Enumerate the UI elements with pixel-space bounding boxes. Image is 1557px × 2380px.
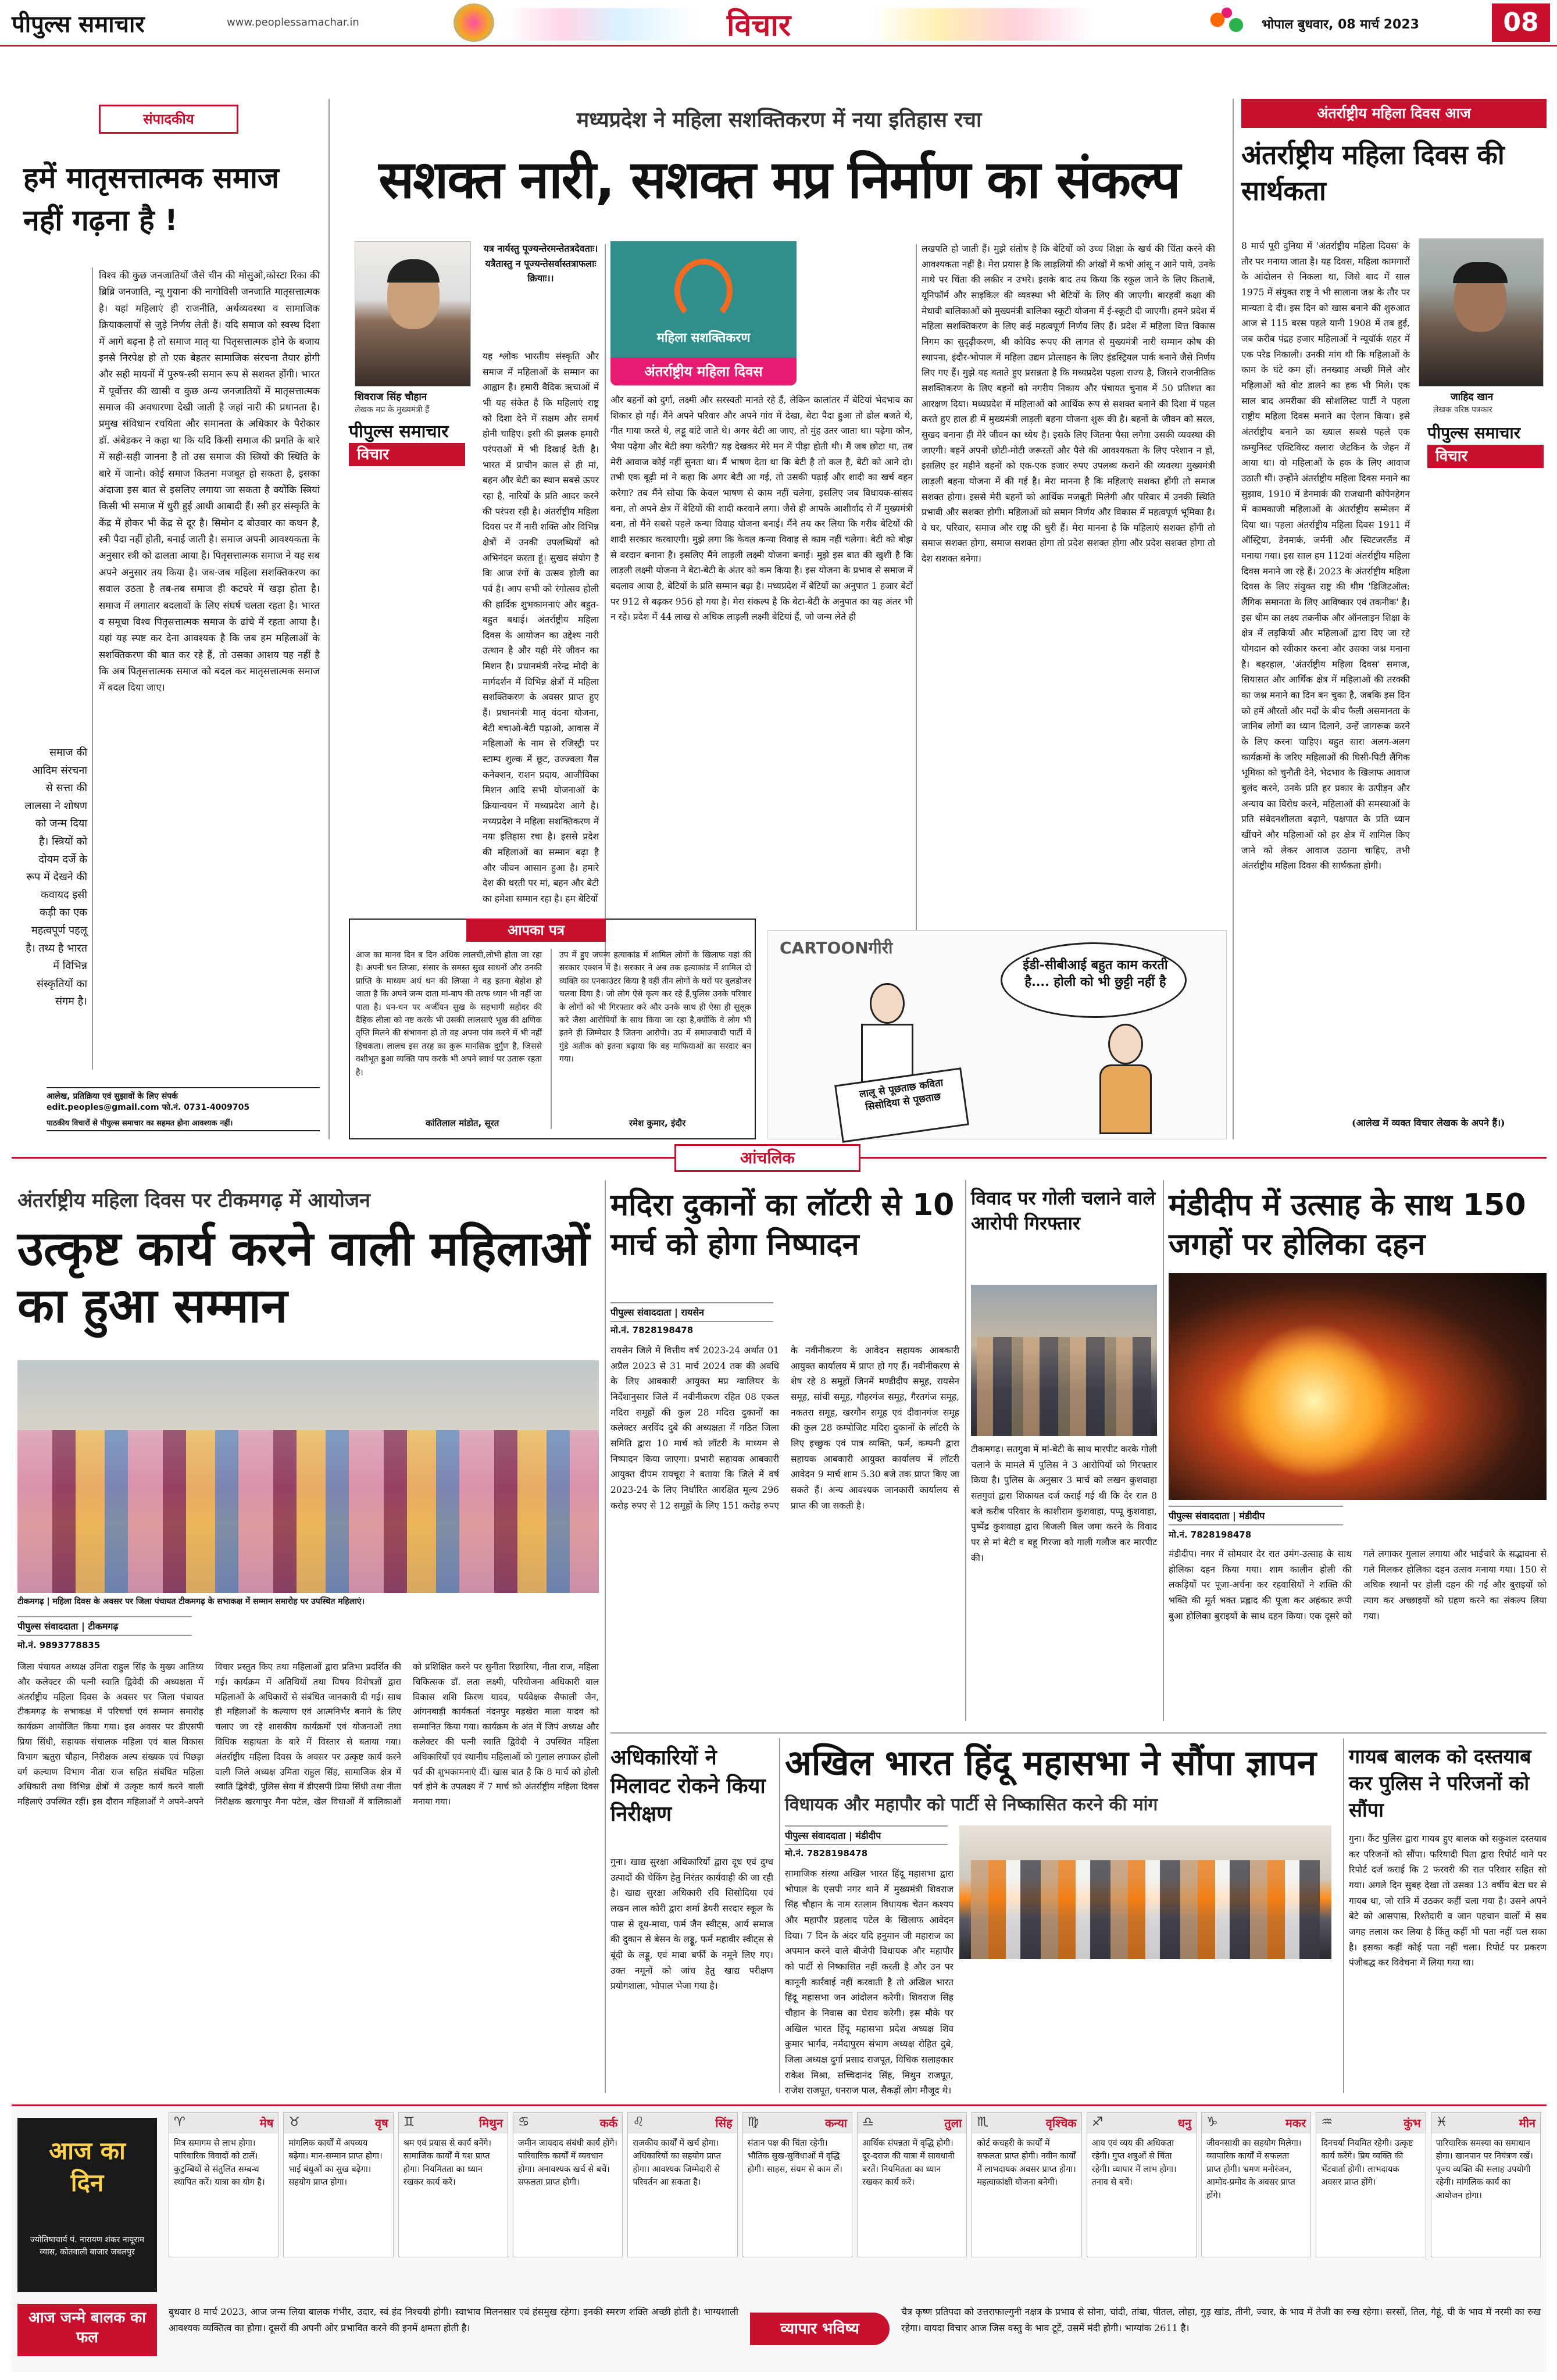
zodiac-taurus-text: मांगलिक कार्यों में अपव्यय बढ़ेगा। मान-सम्मान प्राप्त होगा। भाई बंधुओं का सुख बढ़ेगा। सहयोग प्राप्त होगा। [288, 2139, 383, 2188]
tikamgarh-photo-caption: टीकमगढ़ | महिला दिवस के अवसर पर जिला पंचायत टीकमगढ़ के सभाकक्ष में सम्मान समारोह पर उपस्थित महिलाएं। [17, 1597, 365, 1606]
zodiac-pisces [1431, 2112, 1541, 2257]
zodiac-sagittarius [1087, 2112, 1197, 2257]
zodiac-capricorn [1201, 2112, 1311, 2257]
editorial-note: पाठकीय विचारों से पीपुल्स समाचार का सहमत होना आवश्यक नहीं। [47, 1117, 320, 1131]
holika-flames [1238, 1320, 1390, 1482]
zodiac-aries-text: मित्र समागम से लाभ होगा। पारिवारिक विवादों को टालें। कुटुम्बियों से संतुलित सम्बन्ध स्थापित करें। यात्रा का योग है। [174, 2139, 265, 2188]
column-divider-lead-1 [605, 244, 606, 965]
zodiac-scorpio-name: वृश्चिक [1045, 2116, 1077, 2130]
arrest-photo-group [977, 1337, 1151, 1436]
zodiac-scorpio-text: कोर्ट कचहरी के कार्यों में सफलता प्राप्त होगी। नवीन कार्यों में लाभदायक अवसर प्राप्त होगा। महत्वाकांक्षी योजना बनेगी। [977, 2139, 1076, 2188]
zodiac-cancer-text: जमीन जायदाद संबंधी कार्य होंगे। पारिवारिक कार्यों में व्यवधान होगा। अनावश्यक खर्च से बचें। सफलता प्राप्त होगी। [517, 2139, 617, 2188]
page-number: 08 [1492, 3, 1550, 42]
column-divider-7 [1343, 1738, 1344, 2093]
zodiac-virgo [742, 2112, 852, 2257]
scorpio-icon: ♏ [977, 2115, 989, 2129]
mahasabha-kicker: विधायक और महापौर को पार्टी से निष्कासित करने की मांग [785, 1795, 1158, 1815]
editorial-tag: संपादकीय [99, 105, 238, 134]
holika-headline: मंडीदीप में उत्साह के साथ 150 जगहों पर होलिका दहन [1169, 1188, 1526, 1262]
zodiac-pisces-name: मीन [1519, 2116, 1535, 2130]
intl-body-top: 8 मार्च पूरी दुनिया में 'अंतर्राष्ट्रीय महिला दिवस' के तौर पर मनाया जाता है। यह दिवस, महिला कामगारों के आंदोलन से निकला था, जिसे बाद में साल 1975 में संयुक्त राष्ट्र ने भी सालाना जश्न के तौर पर मान्यता दे दी। इस दिन को खास बनाने की शुरुआत आज से 115 बरस पहले यानी 1908 में तब हुई, जब करीब पंद्रह हजार महिलाओं ने न्यूयॉर्क शहर में एक परेड निकाली। उनकी मांग थी कि महिलाओं के काम के घंटे कम हों। तनख्वाह अच्छी मिले और महिलाओं को वोट डालने का हक भी मिले। एक साल बाद अमरीका की सोशलिस्ट पार्टी ने पहला राष्ट्रीय महिला दिवस मनाने का ऐलान किया। इसे अंतर्राष्ट्रीय बनाने का ख्याल सबसे पहले एक कम्युनिस्ट एक्टिविस्ट क्लारा जेटकिन के जेहन में आया था। वो महिलाओं के हक के लिए आवाज उठाती थीं। उन्होंने अंतर्राष्ट्रीय महिला दिवस मनाने का सुझाव, 1910 में डेनमार्क की राजधानी कोपेनहेगन में कामकाजी महिलाओं के अंतर्राष्ट्रीय सम्मेलन में दिया था। पहला अंतर्राष्ट्रीय महिला दिवस 1911 में ऑस्ट्रिया, डेनमार्क, जर्मनी और स्विटजरलैंड में मनाया गया। इस साल हम 112वां अंतर्राष्ट्रीय महिला दिवस मनाने जा रहे हैं। 2023 के अंतर्राष्ट्रीय महिला दिवस के लिए संयुक्त राष्ट्र की थीम 'डिजिटऑल: लैंगिक समानता के लिए आविष्कार एवं तकनीक' है। इस थीम का लक्ष्य तकनीक और ऑनलाइन शिक्षा के क्षेत्र में लड़कियों और महिलाओं द्वारा दिए जा रहे योगदान को स्वीकार करना और उसका जश्न मनाना है। बहरहाल, 'अंतर्राष्ट्रीय महिला दिवस' समाज, सियासत और आर्थिक क्षेत्र में महिलाओं की तरक्की का जश्न मनाने का दिन बन चुका है, जबकि इस दिन को हमें औरतों और मर्दों के बीच फैली असमानता के जानिब लोगों का ध्यान दिलाने, उन्हें जागरूक करने के लिए करना चाहिए। बहुत सारा अलग-अलग कार्यक्रमों के जरिए महिलाओं की घिसी-पिटी लैंगिक भूमिका को चुनौती देने, भेदभाव के खिलाफ आवाज बुलंद करने, उनके प्रति हर प्रकार के उत्पीड़न और अन्याय का विरोध करने, महिलाओं की समस्याओं के प्रति संवेदनशीलता बढ़ाने, पक्षपात के प्रति ध्यान खींचने और महिलाओं को हर क्षेत्र में शामिल किए जाने को लेकर आवाज उठाना चाहिए, तभी अंतर्राष्ट्रीय महिला दिवस की सार्थकता होगी। [1241, 241, 1410, 871]
mahasabha-body: सामाजिक संस्था अखिल भारत हिंदू महासभा द्वारा भोपाल के एसपी नगर थाने में मुख्यमंत्री शिवराज सिंह चौहान के नाम रतलाम विधायक चेतन कश्यप और महापौर प्रहलाद पटेल के खिलाफ आवेदन दिया। 7 दिन के अंदर यदि हनुमान जी महाराज का अपमान करने वाले बीजेपी विधायक और महापौर को पार्टी से निष्कासित नहीं करती है और उन पर कानूनी कार्रवाई नहीं करवाती है तो अखिल भारत हिंदू महासभा जन आंदोलन करेगी। शिवराज सिंह चौहान के निवास का घेराव करेगी। इस मौके पर अखिल भारत हिंदू महासभा प्रदेश अध्यक्ष शिव कुमार भार्गव, नर्मदापुरम संभाग अध्यक्ष रोहित दुबे, जिला अध्यक्ष दुर्गा प्रसाद राजपूत, विधिक सलाहकार राकेश मिश्रा, सच्चिदानंद सिंह, मिथुन राजपूत, राजेश राजपूत, धनराज पाल, सैकड़ों लोग मौजूद थे। [785, 1868, 954, 2096]
taurus-icon: ♉ [288, 2115, 301, 2129]
column-divider-2 [1233, 99, 1234, 1139]
arrest-story [971, 1186, 1157, 1727]
zodiac-virgo-name: कन्या [824, 2116, 847, 2130]
zodiac-taurus [283, 2112, 393, 2257]
zodiac-sagittarius-text: आय एवं व्यय की अधिकता रहेगी। गुप्त शत्रुओं से चिंता रहेगी। व्यापार में लाभ होगा। तनाव से बचें। [1091, 2139, 1177, 2188]
mahasabha-story [785, 1743, 1337, 2096]
masthead-logo[interactable]: पीपुल्स समाचार [12, 11, 145, 38]
zodiac-libra-text: आर्थिक संपन्नता में वृद्धि होगी। दूर-दराज की यात्रा में सावधानी बरतें। नियमितता का ध्यान रखकर कार्य करें। [862, 2139, 955, 2188]
intl-brand: पीपुल्स समाचार [1427, 423, 1521, 442]
tikamgarh-headline: उत्कृष्ट कार्य करने वाली महिलाओं का हुआ सम्मान [17, 1221, 590, 1334]
letter-right-author: रमेश कुमार, इंदौर [629, 1118, 686, 1128]
zodiac-gemini [398, 2112, 508, 2257]
intl-author-photo [1419, 238, 1544, 387]
editorial-divider [92, 267, 93, 1070]
gemini-icon: ♊ [403, 2115, 415, 2129]
mahasabha-photo-group [971, 1860, 1320, 1959]
tikamgarh-mobile: मो.नं. 9893778835 [17, 1640, 101, 1650]
aries-icon: ♈ [174, 2115, 185, 2129]
empowerment-logo [610, 241, 797, 358]
regional-section-label: आंचलिक [674, 1144, 860, 1172]
cartoon-bubble-text: ईडी-सीबीआई बहुत काम करती है.... होली को भी छुट्टी नहीं है [1023, 957, 1168, 989]
holika-mobile: मो.नं. 7828198478 [1169, 1530, 1252, 1540]
cartoon-officer-figure [1094, 1024, 1158, 1134]
liquor-byline: पीपुल्स संवाददाता | रायसेन [610, 1302, 773, 1322]
column-divider-1 [328, 99, 330, 1139]
holika-byline: पीपुल्स संवाददाता | मंडीदीप [1169, 1506, 1343, 1525]
color-pots-decoration [1204, 6, 1250, 41]
letters-header: आपका पत्र [466, 919, 606, 942]
pisces-icon: ♓ [1435, 2115, 1448, 2129]
holika-photo [1169, 1273, 1547, 1500]
letter-left: आज का मानव दिन ब दिन अधिक लालची,लोभी होता जा रहा है। अपनी धन लिप्सा, संसार के समस्त सुख साधनों और उनकी प्राप्ति के माध्यम अर्थ धन की लिप्सा ने वह इतना बेहोश हो जाता है कि अपने जन्म दाता मां-बाप की तरफ ध्यान भी नहीं जा पाता है। धन-धन पर अर्जीयन सुख के सहभागी सहोदर की दैहिक लीला को नष्ट करके भी उसकी लालसाएं भूख की क्षणिक तृप्ति मिलने की संभावना हो तो वह अपना पांव करने में भी नहीं हिचकता। लालच इस तरह का कुरू मानसिक दुर्गुण है, जिससे वशीभूत हुआ व्यक्ति पाप करके भी अपने स्वार्थ पर उतारू रहता है। [356, 950, 542, 1077]
lead-headline: सशक्त नारी, सशक्त मप्र निर्माण का संकल्प [378, 149, 1180, 210]
holika-body: मंडीदीप। नगर में सोमवार देर रात उमंग-उत्साह के साथ होलिका दहन किया गया। शाम कालीन होली की लकड़ियों पर पूजा-अर्चना कर रहवासियों ने शक्ति की भक्ति की मूर्त भक्त प्रह्लाद की पूजा कर अहंकार रूपी बुआ होलिका बुराइयों के साथ दहन किया। एक दूसरे को गले लगाकर गुलाल लगाया और भाईचारे के सद्भावना से गले मिलकर होलिका दहन उत्सव मनाया गया। 150 से अधिक स्थानों पर होली दहन की गई और बुराइयों को त्याग कर अच्छाइयों को ग्रहण करने का संकल्प लिया गया। [1169, 1549, 1547, 1621]
zodiac-leo-text: राजकीय कार्यों में खर्च होगा। अधिकारियों का सहयोग प्राप्त होगा। आवश्यक जिम्मेदारी से परिवर्तन आ सकता है। [633, 2139, 722, 2188]
masthead [0, 0, 1557, 47]
horoscope-title: आज का दिन [49, 2136, 126, 2197]
adulteration-body: गुना। खाद्य सुरक्षा अधिकारियों द्वारा दूध एवं दुग्ध उत्पादों की चेकिंग हेतु निरंतर कार्यवाही की जा रही है। खाद्य सुरक्षा अधिकारी रवि सिसोदिया एवं लखन लाल कोरी द्वारा शर्मा डेयरी सरदार स्कूल के पास से दूध-मावा, फर्म जैन स्वीट्स, आर्य समाज की दुकान से बेसन के लड्डू, फर्म महावीर स्वीट्स से बूंदी के लड्डू, एवं मावा बर्फी के नमूने लिए गए। उक्त नमूनों को जांच हेतु खाद्य परीक्षण प्रयोगशाला, भोपाल भेजा गया है। [610, 1857, 773, 1992]
editorial-pullquote: समाज की आदिम संरचना से सत्ता की लालसा ने शोषण को जन्म दिया है। स्त्रियों को दोयम दर्जे के रूप में देखने की कवायद इसी कड़ी का एक महत्वपूर्ण पहलू है। तथ्य है भारत में विभिन्न संस्कृतियों का संगम है। [24, 746, 87, 1008]
mahasabha-mobile: मो.नं. 7828198478 [785, 1848, 868, 1859]
holi-splash-right [872, 8, 1093, 41]
liquor-headline: मदिरा दुकानों का लॉटरी से 10 मार्च को होगा निष्पादन [610, 1188, 955, 1262]
intl-day-article [1241, 99, 1547, 1139]
lead-article [337, 99, 1221, 965]
letter-right: उप में हुए जघन्य हत्याकांड में शामिल लोगों के खिलाफ यहां की सरकार एक्शन में है। सरकार ने अब तक हत्याकांड में शामिल दो व्यक्ति का एनकाउंटर किया है वहीं तीन लोगों के घरों पर बुलडोजर चलवा दिया है। जो लोग ऐसे कृत्य कर रहे हैं,पुलिस उनके परिवार के लोगों को भी गिरफ्तार करे और उनके साथ ही ऐसा ही सुलूक करे जैसा आरोपियों के साथ किया जा रहा है,क्योंकि वे लोग भी इतने ही जिम्मेदार है जितना आरोपी। उप्र में समाजवादी पार्टी में गुंडे अतीक को इतना बढ़ाया कि वह माफियाओं का सरदार बन गया। [559, 950, 751, 1064]
tikamgarh-story [17, 1186, 599, 2093]
zodiac-aquarius [1316, 2112, 1426, 2257]
sagittarius-icon: ♐ [1091, 2115, 1104, 2129]
intl-day-tag: अंतर्राष्ट्रीय महिला दिवस आज [1241, 99, 1547, 128]
mahasabha-headline: अखिल भारत हिंदू महासभा ने सौंपा ज्ञापन [785, 1743, 1317, 1784]
tikamgarh-kicker: अंतर्राष्ट्रीय महिला दिवस पर टीकमगढ़ में आयोजन [17, 1189, 370, 1212]
holika-story [1169, 1186, 1547, 1727]
cartoon-box [767, 930, 1227, 1139]
market-text: चैत्र कृष्ण प्रतिपदा को उत्तराफाल्गुनी नक्षत्र के प्रभाव से सोना, चांदी, तांबा, पीतल, लोहा, गुड़ खांड, तीनी, ज्वार, के भाव में तेजी का रुख रहेगा। सरसों, तिल, गेहूं, घी के भाव में नरमी का रुख रहेगा। वायदा विचार आज जिस वस्तु के भाव टूटें, उसमें मंदी होगी। भाग्यांक 2611 है। [901, 2306, 1541, 2333]
holi-decoration [453, 3, 494, 42]
intl-womens-day-ribbon: अंतर्राष्ट्रीय महिला दिवस [610, 358, 797, 385]
column-divider-6 [779, 1738, 780, 2093]
empowerment-logo-text: महिला सशक्तिकरण [656, 331, 751, 345]
zodiac-aquarius-text: दिनचर्या नियमित रहेगी। उत्कृष्ट कार्य करेंगे। प्रिय व्यक्ति की भेंटवार्ता होगी। लाभदायक अवसर प्राप्त होंगे। [1321, 2139, 1413, 2188]
missing-child-story [1349, 1744, 1547, 2093]
column-divider-3 [605, 1180, 606, 2093]
zodiac-scorpio [972, 2112, 1081, 2257]
zodiac-leo [627, 2112, 737, 2257]
lead-column-3: लखपति हो जाती हैं। मुझे संतोष है कि बेटियों को उच्च शिक्षा के खर्च की चिंता करने की आवश्यकता नहीं है। मेरा प्रयास है कि लाड़लियों की आंखों में कभी आंसू न आने पाये, उनके माथे पर चिंता की लकीर न उभरे। इसके बाद तय किया कि स्कूल जाने के लिए किताबें, यूनिफॉर्म और साइकिल की व्यवस्था भी बेटियों के लिए की जाएगी। बारहवीं कक्षा की मेधावी बालिकाओं को मुख्यमंत्री बालिका स्कूटी योजना में ई-स्कूटी दी जाएगी। हमने प्रदेश में महिला सशक्तिकरण के लिए कई महत्वपूर्ण निर्णय लिए हैं। प्रदेश में महिला वित्त विकास निगम का सुदृढ़ीकरण, श्री कोविड रूपए की लागत से मुख्यमंत्री नारी सम्मान कोष की स्थापना, इंदौर-भोपाल में महिला उद्यम प्रोत्साहन के लिए इंडस्ट्रियल पार्क बनाने जैसे निर्णय लिए गए हैं। मुझे यह बताते हुए प्रसन्नता है कि मध्यप्रदेश पहला राज्य है, जिसने राजनीतिक सशक्तिकरण के लिए बहनों को नगरीय निकाय और पंचायत चुनाव में 50 प्रतिशत का आरक्षण दिया। मध्यप्रदेश में महिलाओं को आर्थिक रूप से सशक्त बनाने की दिशा में पहल करते हुए हाल ही में मुख्यमंत्री लाड़ली बहना योजना शुरू की है। बहनों के जीवन को सरल, सुखद बनाना ही मेरे जीवन का ध्येय है। इसके लिए जितना पैसा लगेगा उसकी व्यवस्था की जाएगी। बहनें अपनी छोटी-मोटी जरूरतों और पैसे की आवश्यकता के लिए परेशान न हों, इसलिए हर महीने बहनों को एक-एक हजार रुपए उपलब्ध कराने की व्यवस्था मुख्यमंत्री लाड़ली बहना योजना में की गई है। मेरा मानना है कि महिलाएं सशक्त होंगी तो समाज सशक्त होगा। इससे मेरी बहनों को आर्थिक मजबूती मिलेगी और परिवार में उनकी स्थिति प्रभावी और सशक्त होगी। महिलाओं को समान निर्णय और विकास में महत्वपूर्ण भूमिका है। वे घर, परिवार, समाज और राष्ट्र की धुरी हैं। मेरा मानना है कि महिलाएं सशक्त होंगी तो समाज सशक्त होगा, समाज सशक्त होगा तो प्रदेश सशक्त होगा और प्रदेश सशक्त होगा तो देश सशक्त बनेगा। [922, 244, 1215, 564]
issue-date: भोपाल बुधवार, 08 मार्च 2023 [1262, 17, 1419, 32]
holi-splash-left [506, 8, 698, 41]
mahasabha-byline: पीपुल्स संवाददाता | मंडीदीप [785, 1825, 948, 1845]
missing-body: गुना। कैंट पुलिस द्वारा गायब हुए बालक को सकुशल दस्तयाब कर परिजनों को सौंपा। फरियादी पिता द्वारा रिपोर्ट थाने पर रिपोर्ट दर्ज कराई कि 2 फरवरी की रात परिवार सहित सो गया। अगले दिन सुबह देखा तो उसका 13 वर्षीय बेटा घर से गायब था, जो रात्रि में उठकर कहीं चला गया है। उसने अपने बेटे को आसपास, रिश्तेदारी व जान पहचान वालों में सब जगह तलाश कर लिया है किंतु कहीं भी पता नहीं चल सका है। इसका कहीं कोई पता नहीं चला। रिपोर्ट पर प्रकरण पंजीबद्ध कर विवेचना में लिया गया था। [1349, 1834, 1547, 1968]
editorial-column [23, 105, 320, 1139]
editorial-body: विश्व की कुछ जनजातियों जैसे चीन की मोसुओ,कोस्टा रिका की ब्रिब्रि जनजाति, न्यू गुयाना की नागोविसी जनजाति मातृसत्तात्मक है। यहां महिलाएं ही राजनीति, अर्थव्यवस्था व सामाजिक क्रियाकलापों से जुड़े निर्णय लेती हैं। यदि समाज को स्वस्थ दिशा में आगे बढ़ना है तो समाज मातृ या पितृसत्तात्मक होने के बजाय इनसे निरपेक्ष हो तो एक बेहतर सामाजिक संरचना तैयार होगी और सही मायनों में पुरुष-स्त्री समान रूप से सशक्त होंगी। भारत में पूर्वोत्तर की खासी व कुछ अन्य जनजातियों में मातृसत्तात्मक समाज की अवधारणा देखी जाती है जहां नारी की प्रधानता है। प्रमुख संविधान रचयिता और समानता के अधिकार के पैरोकार डॉ. अंबेडकर ने कहा था कि यदि किसी समाज की प्रगति के बारे में सही-सही जानना है तो उस समाज की स्त्रियों की स्थिति के बारे में जानो। कोई समाज कितना मजबूत हो सकता है, इसका अंदाजा इस बात से इसलिए लगाया जा सकता है क्योंकि स्त्रियां किसी भी समाज में धुरी हुई आधी आबादी हैं। स्त्री हर संस्कृति के केंद्र में होकर भी केंद्र से दूर है। सिमोन द बोउवार का कथन है, स्त्री पैदा नहीं होती, बनाई जाती है। समाज अपनी आवश्यकता के अनुसार स्त्री को ढालता आया है। पितृसत्तात्मक समाज ने यह सब अपने अनुसार तय किया है। जब-जब महिला सशक्तिकरण का सवाल उठता है तब-तब समाज ही कटघरे में खड़ा होता है। समाज में लगातार बदलावों के लिए संघर्ष चलता रहता है। भारत व समूचा विश्व पितृसत्तात्मक समाज के ढांचे में रहता आया है। यहां यह स्पष्ट कर देना आवश्यक है कि जब हम महिलाओं के सशक्तिकरण की बात कर रहे हैं, तो उसका आशय यह नहीं है कि अब पितृसत्तात्मक समाज को बदल कर मातृसत्तात्मक समाज में बदल दिया जाए। [99, 270, 320, 694]
cartoon-sign-text: लालू से पूछताछ कविता सिसोदिया से पूछताछ [858, 1077, 944, 1113]
zodiac-libra-name: तुला [944, 2116, 962, 2130]
zodiac-sagittarius-name: धनु [1177, 2116, 1191, 2130]
liquor-mobile: मो.नं. 7828198478 [610, 1325, 694, 1335]
zodiac-aries [169, 2112, 278, 2257]
libra-icon: ♎ [862, 2115, 874, 2129]
editorial-headline: हमें मातृसत्तात्मक समाज नहीं गढ़ना है ! [23, 161, 280, 237]
market-label: व्यापार भविष्य [750, 2313, 890, 2345]
masthead-website[interactable]: www.peoplessamachar.in [227, 16, 359, 28]
intl-day-headline: अंतर्राष्ट्रीय महिला दिवस की सार्थकता [1241, 139, 1505, 207]
virgo-icon: ♍ [747, 2115, 759, 2129]
column-divider-lead-2 [916, 244, 917, 965]
lead-brand: पीपुल्स समाचार [349, 421, 449, 442]
horoscope-title-box [17, 2118, 157, 2292]
lead-brand-tag: विचार [349, 443, 465, 466]
aquarius-icon: ♒ [1321, 2115, 1333, 2129]
lead-column-2: और बहनों को दुर्गा, लक्ष्मी और सरस्वती मानते रहे हैं, लेकिन कालांतर में बेटियां भेदभाव का शिकार हो गईं। मैंने अपने परिवार और अपने गांव में देखा, बेटा पैदा हुआ तो ढोल बजते थे, गीत गाया करते थे, लड्डू बांटे जाते थे। अगर बेटी आ जाए, तो मुंह उतर जाता था। पढ़ेगा कौन, भैया पढ़ेगा और बेटी क्या करेगी? यह देखकर मेरे मन में पीड़ा होती थी। मैं जब छोटा था, तब मेरी आवाज कोई नहीं सुनता था। मैं भाषण देता था कि बेटी है तो कल है, बेटी को आने दो। तभी एक बूढ़ी मां ने कहा कि अगर बेटी आ गई, तो उसकी पढ़ाई और शादी का खर्च वहन करेगा? तब मैंने सोचा कि केवल भाषण से काम नहीं चलेगा, इसलिए जब विधायक-सांसद बना, तो अपने क्षेत्र में बेटियों की शादी करवाने लगा। जैसे ही आपके आशीर्वाद से मैं मुख्यमंत्री बना, तो मैंने सबसे पहले कन्या विवाह योजना बनाई। मैंने तय कर लिया कि गरीब बेटियों की शादी सरकार करवाएगी। मुझे लगा कि केवल कन्या विवाह से काम नहीं चलेगा। बेटी को बोझ से वरदान बनाना है। इसलिए मैंने लाड़ली लक्ष्मी योजना बनाई। मुझे इस बात की खुशी है कि लाड़ली लक्ष्मी योजना ने बेटा-बेटी के अंतर को कम किया है। इस योजना के प्रभाव से समाज में बदलाव आया है, बेटियों के प्रति सम्मान बढ़ा है। मध्यप्रदेश में बेटियों का अनुपात 1 हजार बेटों पर 912 से बढ़कर 956 हो गया है। मेरा संकल्प है कि बेटा-बेटी के अनुपात का यह अंतर भी न रहे। प्रदेश में 44 लाख से अधिक लाड़ली लक्ष्मी बेटियां हैं, जो जन्म लेते ही [610, 395, 913, 623]
cartoon-suspect-figure [849, 983, 925, 1088]
cartoon-speech-bubble [1001, 942, 1187, 1018]
cartoon-suspect-head [870, 983, 905, 1024]
author-photo [355, 241, 471, 387]
tikamgarh-body: जिला पंचायत अध्यक्ष उमिता राहुल सिंह के मुख्य आतिथ्य और कलेक्टर की पत्नी स्वाति द्विवेदी की अध्यक्षता में अंतर्राष्ट्रीय महिला दिवस के अवसर पर जिला पंचायत टीकमगढ़ के सभाकक्ष में परिचर्चा एवं सम्मान समारोह कार्यक्रम आयोजित किया गया। इस अवसर पर डीएसपी प्रिया सिंधी, सहायक संचालक महिला एवं बाल विकास विभाग ऋतुरा चौहान, निरीक्षक अल्प संख्यक एवं पिछड़ा वर्ग कल्याण विभाग नीता राज सहित संबंधित महिला अधिकारी तथा विभिन्न क्षेत्रों में उत्कृष्ट कार्य करने वाली महिलाएं उपस्थित रहीं। इस दौरान महिलाओं ने अपने-अपने विचार प्रस्तुत किए तथा महिलाओं द्वारा प्रतिभा प्रदर्शित की गई। कार्यक्रम में अतिथियों तथा विषय विशेषज्ञों द्वारा महिलाओं के अधिकारों से संबंधित जानकारी दी गई। साथ ही महिलाओं के कल्याण एवं आत्मनिर्भर बनाने के लिए चलाए जा रहे शासकीय कार्यक्रमों एवं योजनाओं तथा विधिक सहायता के बारे में विस्तार से बताया गया। अंतर्राष्ट्रीय महिला दिवस के अवसर पर उत्कृष्ट कार्य करने वाली जिले अध्यक्ष उमिता राहुल सिंह, सामाजिक क्षेत्र में स्वाति द्विवेदी, पुलिस सेवा में डीएसपी प्रिया सिंधी तथा नीता निरीक्षक खरगापुर मैना पटेल, खेल विधाओं में बालिकाओं को प्रशिक्षित करने पर सुनीता रिछारिया, नीता राज, महिला चिकित्सक डॉ. लता लक्ष्मी, परियोजना अधिकारी बाल विकास शशि किरण यादव, पर्यवेक्षक सैफाली जैन, आंगनबाड़ी कार्यकर्ता नंदनपुर मड़खेरा माला यादव को सम्मानित किया गया। कार्यक्रम के अंत में जिपं अध्यक्ष और कलेक्टर की पत्नी स्वाति द्विवेदी ने उपस्थित महिला अधिकारियों एवं स्थानीय महिलाओं को गुलाल लगाकर होली पर्व की शुभकामनाएं दीं। खास बात है कि 8 मार्च को होली पर्व होने के उपलक्ष्य में 7 मार्च को अंतर्राष्ट्रीय महिला दिवस मनाया गया। [17, 1661, 599, 1807]
arrest-photo [971, 1285, 1157, 1436]
editorial-contact-label: आलेख, प्रतिक्रिया एवं सुझावों के लिए संपर्क [47, 1087, 320, 1102]
liquor-lottery-story [610, 1186, 959, 1727]
tikamgarh-byline: पीपुल्स संवाददाता | टीकमगढ़ [17, 1616, 192, 1636]
lead-author-name: शिवराज सिंह चौहान [355, 391, 427, 403]
arrest-headline: विवाद पर गोली चलाने वाले आरोपी गिरफ्तार [971, 1187, 1156, 1235]
cancer-icon: ♋ [517, 2115, 530, 2129]
section-title: विचार [727, 8, 791, 43]
photo-women-group [17, 1430, 599, 1593]
intl-author-photo-hair [1453, 262, 1508, 283]
intl-credit: (आलेख में व्यक्त विचार लेखक के अपने हैं।) [1352, 1117, 1505, 1128]
horoscope-strip [12, 2104, 1547, 2372]
zodiac-gemini-name: मिथुन [478, 2116, 503, 2130]
lead-kicker: मध्यप्रदेश ने महिला सशक्तिकरण में नया इतिहास रचा [576, 108, 982, 132]
leo-icon: ♌ [633, 2115, 645, 2129]
capricorn-icon: ♑ [1206, 2115, 1218, 2129]
mahasabha-body-continued [959, 1965, 1331, 2087]
zodiac-libra [857, 2112, 967, 2257]
intl-author-role: लेखक वरिष्ठ पत्रकार [1433, 405, 1492, 414]
cartoon-title: CARTOONगीरी [780, 938, 893, 957]
zodiac-leo-name: सिंह [715, 2116, 733, 2130]
zodiac-aries-name: मेष [259, 2116, 274, 2130]
cartoon-officer-head [1108, 1024, 1143, 1064]
zodiac-cancer-name: कर्क [599, 2116, 618, 2130]
adulteration-headline: अधिकारियों ने मिलावट रोकने किया निरीक्षण [610, 1746, 766, 1827]
liquor-body: रायसेन जिले में वित्तीय वर्ष 2023-24 अर्थात 01 अप्रैल 2023 से 31 मार्च 2024 तक की अवधि के लिए आबकारी आयुक्त मप्र ग्वालियर के निर्देशानुसार जिले में नवीनीकरण रहित 08 एकल मदिरा समूहों की कुल 28 मदिरा दुकानों का कलेक्टर अरविंद दुबे की अध्यक्षता में गठित जिला समिति द्वारा 10 मार्च को लॉटरी के माध्यम से निष्पादन किया जाएगा। प्रभारी सहायक आबकारी आयुक्त दीपम रायचूरा ने बताया कि जिले में वर्ष 2023-24 के लिए निर्धारित आरक्षित मूल्य 296 करोड़ रुपए से 12 समूहों के लिए 151 करोड़ रुपए के नवीनीकरण के आवेदन सहायक आबकारी आयुक्त कार्यालय में प्राप्त हो गए हैं। नवीनीकरण से शेष रहे 8 समूहों जिनमें मण्डीदीप समूह, रायसेन समूह, सांची समूह, गौहरगंज समूह, गैरतगंज समूह, नकतरा समूह, खरगौन समूह एवं दीवानगंज समूह की कुल 28 कम्पोजिट मदिरा दुकानों के लॉटरी के लिए इच्छुक एवं पात्र व्यक्ति, फर्म, कम्पनी द्वारा सहायक आबकारी आयुक्त कार्यालय में लॉटरी आवेदन 9 मार्च शाम 5.30 बजे तक प्राप्त किए जा सकते हैं। अन्य आवश्यक जानकारी कार्यालय से प्राप्त की जा सकती है। [610, 1345, 959, 1511]
intl-author-name: जाहिद खान [1451, 391, 1494, 403]
tikamgarh-photo [17, 1360, 599, 1593]
editorial-email[interactable]: edit.peoples@gmail.com फो.नं. 0731-4009705 [47, 1103, 250, 1112]
mahasabha-photo [959, 1825, 1331, 1959]
zodiac-cancer [513, 2112, 623, 2257]
zodiac-capricorn-text: जीवनसाथी का सहयोग मिलेगा। व्यापारिक कार्यों में सफलता प्राप्त होगी। भ्रमण मनोरंजन, आमोद-प्रमोद के अवसर प्राप्त होंगे। [1206, 2139, 1302, 2200]
arrest-body: टीकमगढ़। सतगुवा में मां-बेटी के साथ मारपीट करके गोली चलाने के मामले में पुलिस ने 3 आरोपियों को गिरफ्तार किया है। पुलिस के अनुसार 3 मार्च को लखन कुशवाहा सतगुवां द्वारा शिकायत दर्ज कराई गई थी कि देर रात 8 बजे करीब परिवार के काशीराम कुशवाहा, पप्पू कुशवाहा, पुष्पेंद्र कुशवाहा द्वारा बिजली बिल जमा करने के विवाद पर से मां बेटी व बहू गिरजा को गाली गलौज कर मारपीट की। [971, 1444, 1157, 1563]
letters-divider [551, 949, 552, 1129]
lead-column-1: यह श्लोक भारतीय संस्कृति और समाज में महिलाओं के सम्मान का आह्वान है। हमारी वैदिक ऋचाओं में भी यह संकेत है कि महिलाएं राष्ट्र को दिशा देने में सक्षम और समर्थ होनी चाहिए। इसी की झलक हमारी परंपराओं में भी दिखाई देती है। भारत में प्राचीन काल से ही मां, बहन और बेटी का स्थान सबसे ऊपर रहा है, नारियों के प्रति आदर करने की परंपरा रही है। अंतर्राष्ट्रीय महिला दिवस पर मैं नारी शक्ति और विभिन्न क्षेत्रों में उनकी उपलब्धियों को अभिनंदन करता हूं। सुखद संयोग है कि आज रंगों के उत्सव होली का पर्व है। आप सभी को रंगोत्सव होली की हार्दिक शुभकामनाएं और बहुत-बहुत बधाई। अंतर्राष्ट्रीय महिला दिवस के आयोजन का उद्देश्य नारी उत्थान है और यही मेरे जीवन का मिशन है। प्रधानमंत्री नरेन्द्र मोदी के मार्गदर्शन में विभिन्न क्षेत्रों में महिला सशक्तिकरण के अवसर प्राप्त हुए हैं। प्रधानमंत्री मातृ वंदना योजना, बेटी बचाओ-बेटी पढ़ाओ, आवास में महिलाओं के नाम से रजिस्ट्री पर स्टाम्प शुल्क में छूट, उज्ज्वला गैस कनेक्शन, राशन प्रदाय, आजीविका मिशन आदि सभी योजनाओं के क्रियान्वयन में मध्यप्रदेश आगे है। मध्यप्रदेश ने महिला सशक्तिकरण में नया इतिहास रचा है। इससे प्रदेश की महिलाओं का सम्मान बढ़ा है और जीवन आसान हुआ है। हमारे देश की धरती पर मां, बहन और बेटी का हमेशा सम्मान रहा है। हम बेटियों [483, 351, 599, 904]
zodiac-capricorn-name: मकर [1285, 2116, 1306, 2130]
intl-brand-tag: विचार [1427, 445, 1544, 468]
intl-body-continued [1241, 622, 1544, 1105]
zodiac-gemini-text: श्रम एवं प्रयास से कार्य बनेंगे। सामाजिक कार्यों में यश प्राप्त होगा। नियमितता का ध्यान रखकर कार्य करें। [403, 2139, 492, 2188]
column-divider-5 [1163, 1180, 1164, 1721]
zodiac-aquarius-name: कुंभ [1404, 2116, 1421, 2130]
missing-headline: गायब बालक को दस्तयाब कर पुलिस ने परिजनों को सौंपा [1349, 1745, 1531, 1822]
zodiac-taurus-name: वृष [374, 2116, 388, 2130]
lead-shloka: यत्र नार्यस्तु पूज्यन्तेरमन्तेतत्रदेवताः। यत्रैतास्तु न पूज्यन्तेसर्वास्तत्राफलाः क्रियाः।। [483, 243, 598, 284]
author-photo-hair [387, 259, 440, 283]
column-divider-4 [965, 1180, 966, 1721]
birthday-text: बुधवार 8 मार्च 2023, आज जन्म लिया बालक गंभीर, उदार, स्वं हंद निश्चयी होगी। स्वाभाव मिलनसार एवं हंसमुख रहेगा। इनकी स्मरण शक्ति अच्छी होती है। भाग्यशाली आवश्यक व्यक्तित्व का होगा। दूसरों की अपनी ओर प्रभावित करने की इनमें क्षमता होती है। [169, 2306, 738, 2333]
cartoon-officer-body [1099, 1064, 1152, 1134]
letters-box [349, 919, 756, 1139]
empowerment-figure [674, 259, 733, 323]
story-divider-mid [610, 1732, 1547, 1734]
zodiac-pisces-text: पारिवारिक समस्या का समाधान होगा। खानपान पर नियंत्रण रखें। पूज्य व्यक्ति की सलाह उपयोगी रहेगी। मांगलिक कार्य का आयोजन होगा। [1435, 2139, 1533, 2200]
adulteration-story [610, 1744, 773, 2093]
lead-author-role: लेखक मप्र के मुख्यमंत्री हैं [355, 405, 430, 414]
zodiac-virgo-text: संतान पक्ष की चिंता रहेगी। भौतिक सुख-सुविधाओं में वृद्धि होगी। साहस, संयम से काम लें। [747, 2139, 842, 2174]
horoscope-astrologer: ज्योतिषाचार्य पं. नारायण शंकर नायूराम व्यास, कोतवाली बाजार जबलपुर [30, 2235, 145, 2257]
letter-left-author: कांतिलाल मांडोत, सूरत [426, 1118, 499, 1128]
zodiac-grid [169, 2112, 1541, 2257]
birthday-label: आज जन्मे बालक का फल [17, 2304, 157, 2356]
